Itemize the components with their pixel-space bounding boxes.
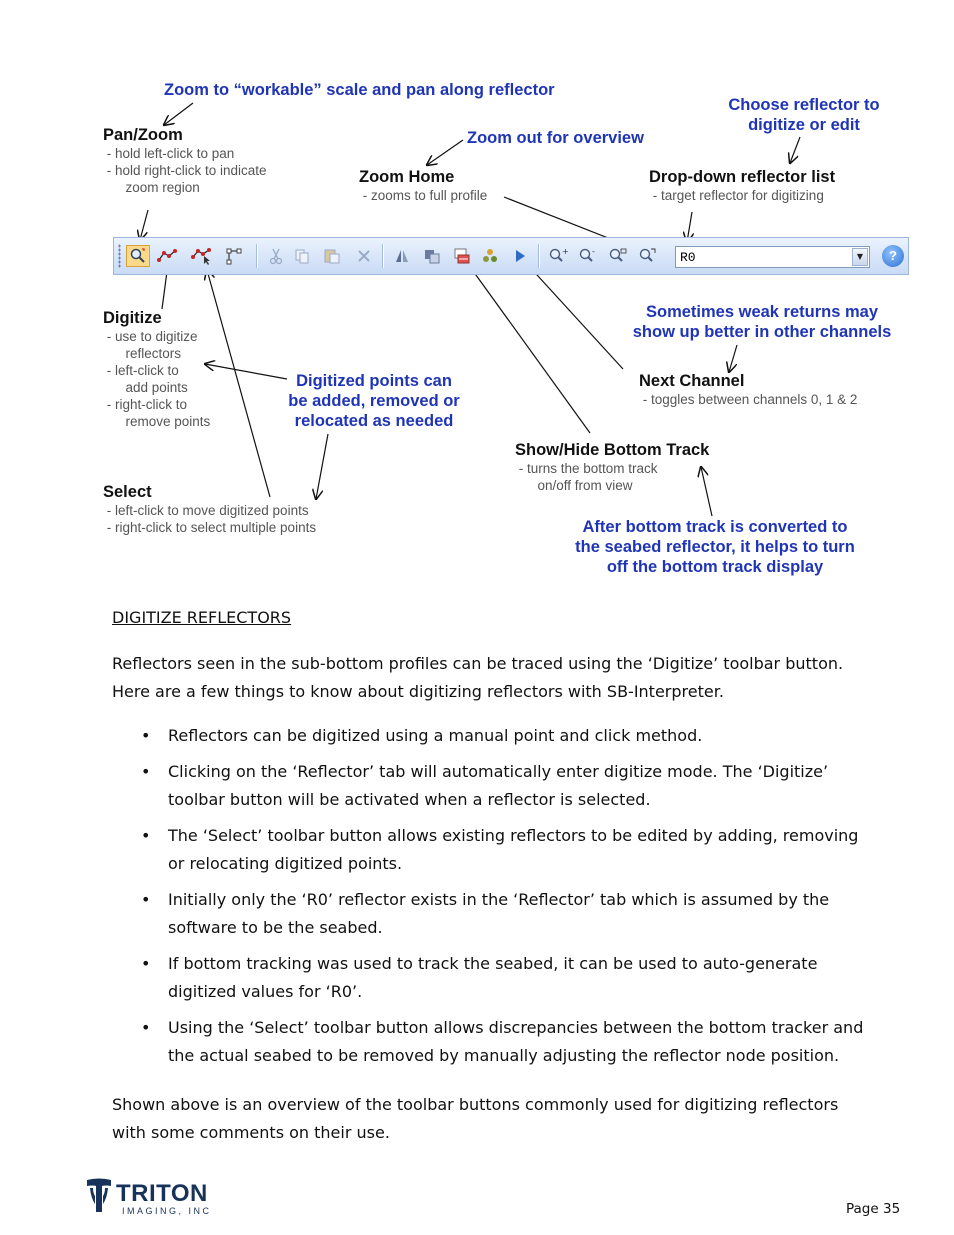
closing-line: Shown above is an overview of the toolbar buttons commonly used for digitizing reflectors [112,1095,839,1114]
toolbar-grip[interactable] [118,244,121,268]
bullet-line: • Clicking on the ‘Reflector’ tab will automatically enter digitize mode. The ‘Digitize’ [168,762,829,781]
intro-line: Reflectors seen in the sub-bottom profiles can be traced using the ‘Digitize’ toolbar button. [112,654,844,673]
callout-choose-reflector [704,95,904,135]
mirror-button[interactable] [390,245,414,267]
layers-button[interactable] [420,245,444,267]
show-hide-bottom-track-button[interactable] [450,245,474,267]
bullet-item [112,1014,872,1070]
trident-logo-icon [86,1178,112,1214]
arrow-zoomout-to-zoomhome [427,140,463,165]
bullet-line: or relocating digitized points. [168,854,403,873]
label-pan-zoom-desc: - hold left-click to pan - hold right-click to indicate zoom region [106,146,267,195]
bullet-line: • Using the ‘Select’ toolbar button allows discrepancies between the bottom tracker and [168,1018,864,1037]
copy-icon [293,247,311,265]
pan-zoom-button[interactable] [126,245,150,267]
closing-paragraph [112,1091,838,1147]
callout-after-bottom-line3: off the bottom track display [606,558,824,576]
label-digitize [103,309,210,430]
mirror-icon [393,247,411,265]
bottom-track-icon [453,247,471,265]
bullet-item [112,722,872,750]
toolbar-separator [256,244,258,268]
copy-button[interactable] [290,245,314,267]
chevron-down-icon[interactable]: ▼ [852,248,868,266]
bullet-line: toolbar button will be activated when a reflector is selected. [168,790,651,809]
zoom-in-button[interactable] [546,245,570,267]
intro-line: Here are a few things to know about digitizing reflectors with SB-Interpreter. [112,682,724,701]
section-title: DIGITIZE REFLECTORS [112,608,292,627]
arrow-nextchannel-to-button [527,264,623,369]
select-nodes-icon [191,247,213,265]
cut-button[interactable] [264,245,288,267]
zoom-home-icon [608,247,628,265]
label-dropdown-list [649,168,835,204]
bullet-line: software to be the seabed. [168,918,383,937]
callout-zoom-out: Zoom out for overview [467,129,644,147]
paste-icon [323,247,341,265]
closing-line: with some comments on their use. [112,1123,390,1142]
callout-after-bottom [540,517,890,577]
callout-choose-reflector-line1: Choose reflector to [728,96,880,114]
svg-text:+: + [562,247,569,256]
label-next-channel-desc: - toggles between channels 0, 1 & 2 [639,392,858,407]
magnifier-icon [129,247,147,265]
select-button[interactable] [190,245,214,267]
bullet-item [112,886,872,942]
digitize-icon [157,247,179,265]
bullet-line: • The ‘Select’ toolbar button allows existing reflectors to be edited by adding, removing [168,826,859,845]
label-zoom-home [359,168,487,204]
label-show-hide-title: Show/Hide Bottom Track [515,441,710,459]
callout-weak-returns [612,302,912,342]
arrow-weak-to-nextchannel [729,345,737,372]
intro-paragraph [112,650,843,706]
bullet-line: • If bottom tracking was used to track the seabed, it can be used to auto-generate [168,954,818,973]
cluster-icon [481,247,499,265]
scissors-icon [268,247,284,265]
zoom-out-icon [578,247,598,265]
zoom-fit-icon [638,247,658,265]
bullet-item [112,950,872,1006]
callout-weak-returns-line2: show up better in other channels [632,323,892,341]
label-digitize-title: Digitize [103,309,162,327]
label-show-hide [515,441,709,494]
svg-text:-: - [592,247,595,256]
label-digitize-desc: - use to digitize reflectors - left-click to add points - right-click to remove points [106,329,211,429]
toolbar-separator [538,244,540,268]
arrow-digitized-points-to-select [316,434,328,499]
callout-choose-reflector-line2: digitize or edit [748,116,860,134]
toolbar [113,237,909,275]
label-select [103,483,316,536]
arrow-choose-to-dropdown [790,137,800,163]
logo-subtitle: IMAGING, INC [122,1206,212,1216]
bullet-line: the actual seabed to be removed by manually adjusting the reflector node position. [168,1046,840,1065]
label-select-desc: - left-click to move digitized points - right-click to select multiple points [106,503,317,535]
zoom-home-button[interactable] [606,245,630,267]
next-channel-button[interactable] [508,245,532,267]
arrow-workable-to-panzoom [164,103,193,125]
label-dropdown-list-title: Drop-down reflector list [649,168,836,186]
callout-digitized-points-line1: Digitized points can [296,372,452,390]
callout-after-bottom-line1: After bottom track is converted to [582,518,848,536]
page-number: Page 35 [846,1201,901,1217]
bullet-item [112,758,872,814]
callout-digitized-points-line2: be added, removed or [288,392,460,410]
bullet-line: • Initially only the ‘R0’ reflector exists in the ‘Reflector’ tab which is assumed by the [168,890,830,909]
bullet-list [112,722,872,1078]
label-pan-zoom [103,126,267,196]
label-dropdown-list-desc: - target reflector for digitizing [649,188,824,203]
arrow-panzoom-to-button [140,210,148,240]
reflector-dropdown[interactable] [675,246,870,268]
callout-digitized-points-line3: relocated as needed [294,412,454,430]
arrow-showhide-to-button [468,264,590,433]
cluster-button[interactable] [478,245,502,267]
delete-button[interactable] [352,245,376,267]
paste-button[interactable] [320,245,344,267]
label-pan-zoom-title: Pan/Zoom [103,126,183,144]
zoom-out-button[interactable] [576,245,600,267]
callout-after-bottom-line2: the seabed reflector, it helps to turn [575,538,855,556]
zoom-fit-button[interactable] [636,245,660,267]
bullet-line: digitized values for ‘R0’. [168,982,363,1001]
toolbar-separator [382,244,384,268]
digitize-button[interactable] [156,245,180,267]
reflector-dropdown-value: R0 [680,250,696,265]
bullet-line: • Reflectors can be digitized using a manual point and click method. [168,726,703,745]
label-next-channel-title: Next Channel [639,372,745,390]
label-select-title: Select [103,483,152,501]
label-zoom-home-desc: - zooms to full profile [359,188,488,203]
layers-icon [423,247,441,265]
label-show-hide-desc: - turns the bottom track on/off from view [518,461,658,493]
node-edit-icon [225,247,243,265]
delete-x-icon [356,248,372,264]
label-zoom-home-title: Zoom Home [359,168,455,186]
callout-digitized-points [264,371,484,431]
play-arrow-icon [512,248,528,264]
label-next-channel [639,372,857,408]
arrow-select-to-button [207,270,270,497]
bullet-item [112,822,872,878]
callout-zoom-workable: Zoom to “workable” scale and pan along reflector [164,81,555,99]
callout-weak-returns-line1: Sometimes weak returns may [645,303,879,321]
logo-word: TRITON [116,1180,208,1207]
triton-logo [86,1178,226,1218]
zoom-in-icon [548,247,568,265]
node-edit-button[interactable] [222,245,246,267]
help-icon[interactable]: ? [882,245,904,267]
